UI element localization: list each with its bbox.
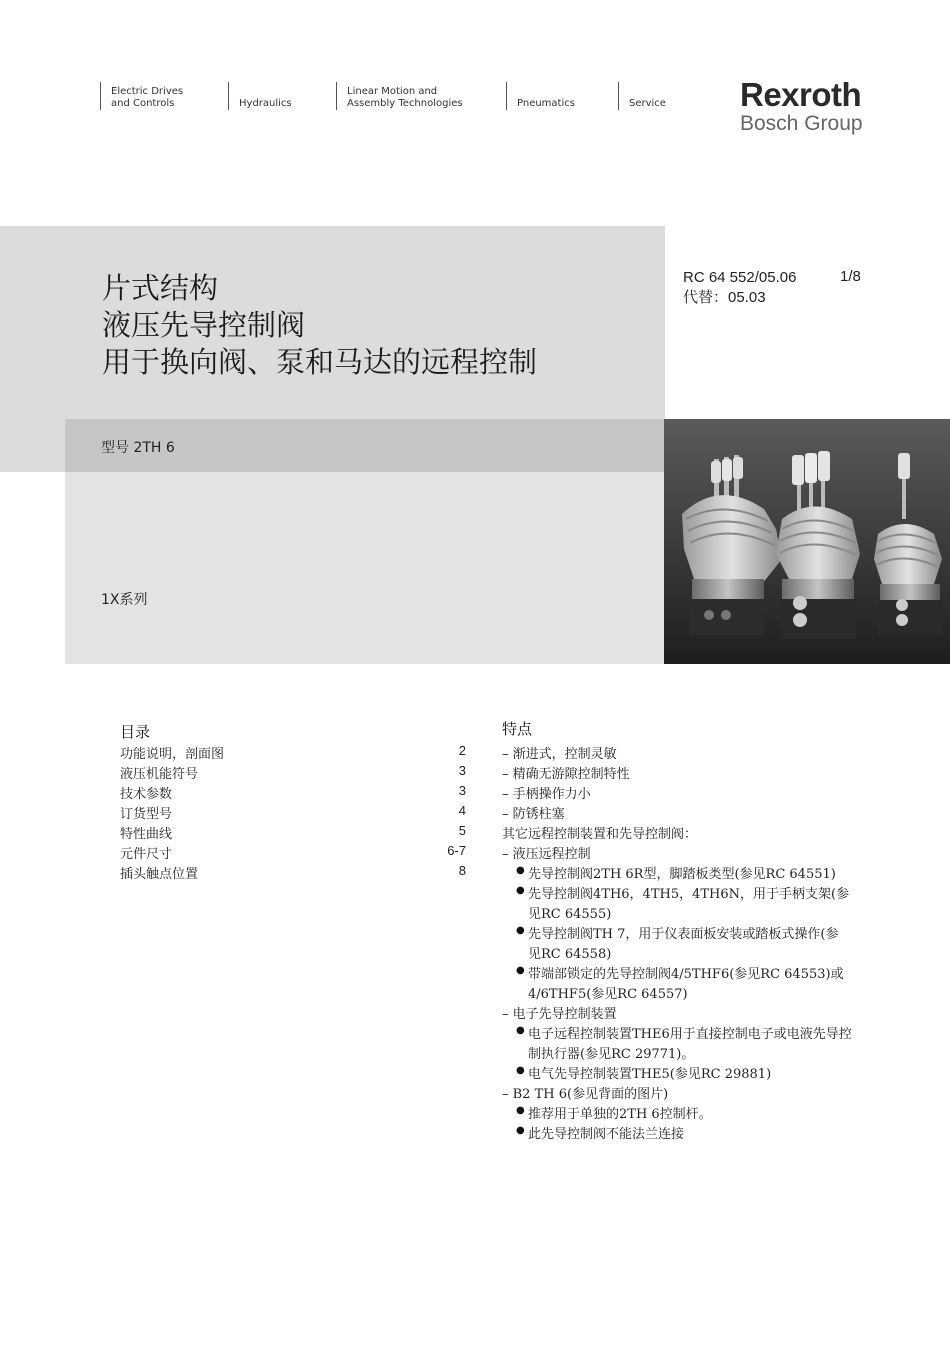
feature-item: – 手柄操作力小 [502, 787, 591, 802]
type-label: 型号 2TH 6 [101, 440, 175, 456]
page-number: 1/8 [840, 268, 861, 285]
feature-subitem: 先导控制阀TH 7，用于仪表面板安装或踏板式操作(参 [528, 927, 839, 942]
feature-group: – 电子先导控制装置 [502, 1007, 617, 1022]
series-label: 1X系列 [101, 592, 148, 608]
feature-subitem-cont: 见RC 64555) [528, 907, 612, 922]
title-line-2: 液压先导控制阀 [102, 308, 306, 342]
feature-subitem: 带端部锁定的先导控制阀4/5THF6(参见RC 64553)或 [528, 967, 844, 982]
bullet-icon: ● [516, 1105, 525, 1116]
feature-subitem: 电气先导控制装置THE5(参见RC 29881) [528, 1067, 772, 1082]
feature-subitem: 推荐用于单独的2TH 6控制杆。 [528, 1107, 712, 1122]
title-line-3: 用于换向阀、泵和马达的远程控制 [102, 345, 538, 379]
page-title [102, 270, 537, 381]
doc-replaces: 代替：05.03 [683, 289, 766, 306]
title-line-1: 片式结构 [102, 271, 219, 305]
feature-subitem: 此先导控制阀不能法兰连接 [528, 1127, 685, 1142]
feature-item: – 精确无游隙控制特性 [502, 767, 630, 782]
toc-title: 目录 [120, 723, 151, 741]
bullet-icon: ● [516, 885, 525, 896]
bullet-icon: ● [516, 1025, 525, 1036]
toc-row[interactable]: 订货型号 4 [120, 803, 466, 822]
feature-subitem: 电子远程控制装置THE6用于直接控制电子或电液先导控 [528, 1027, 852, 1042]
doc-ref-number: RC 64 552/05.06 [683, 269, 797, 286]
feature-subitem-cont: 制执行器(参见RC 29771)。 [528, 1047, 695, 1062]
logo-main-text: Rexroth [740, 76, 862, 113]
feature-group: – 液压远程控制 [502, 847, 591, 862]
feature-subitem-cont: 见RC 64558) [528, 947, 612, 962]
nav-hydraulics[interactable]: Hydraulics [228, 82, 292, 110]
feature-item: – 防锈柱塞 [502, 807, 565, 822]
nav-service[interactable]: Service [618, 82, 666, 110]
feature-item: – 渐进式，控制灵敏 [502, 747, 617, 762]
bullet-icon: ● [516, 1125, 525, 1136]
features-title: 特点 [502, 720, 533, 738]
toc-row[interactable]: 元件尺寸 6-7 [120, 843, 466, 862]
bullet-icon: ● [516, 925, 525, 936]
feature-subitem: 先导控制阀2TH 6R型，脚踏板类型(参见RC 64551) [528, 867, 836, 882]
bullet-icon: ● [516, 865, 525, 876]
feature-subheading: 其它远程控制装置和先导控制阀： [502, 827, 698, 842]
feature-group: – B2 TH 6(参见背面的图片) [502, 1087, 669, 1102]
feature-subitem: 先导控制阀4TH6，4TH5，4TH6N，用于手柄支架(参 [528, 887, 850, 902]
toc-row[interactable]: 功能说明，剖面图 2 [120, 743, 466, 762]
document-reference [683, 268, 796, 308]
nav-electric-drives[interactable]: Electric Drives and Controls [100, 82, 183, 110]
nav-linear-motion[interactable]: Linear Motion and Assembly Technologies [336, 82, 463, 110]
toc-row[interactable]: 技术参数 3 [120, 783, 466, 802]
nav-pneumatics[interactable]: Pneumatics [506, 82, 575, 110]
toc-row[interactable]: 特性曲线 5 [120, 823, 466, 842]
product-photo [664, 419, 950, 664]
logo-sub-text: Bosch Group [740, 112, 863, 135]
toc-row[interactable]: 液压机能符号 3 [120, 763, 466, 782]
bullet-icon: ● [516, 965, 525, 976]
bullet-icon: ● [516, 1065, 525, 1076]
rexroth-logo [740, 78, 863, 135]
series-panel [65, 472, 665, 664]
toc-row[interactable]: 插头触点位置 8 [120, 863, 466, 882]
feature-subitem-cont: 4/6THF5(参见RC 64557) [528, 987, 688, 1002]
